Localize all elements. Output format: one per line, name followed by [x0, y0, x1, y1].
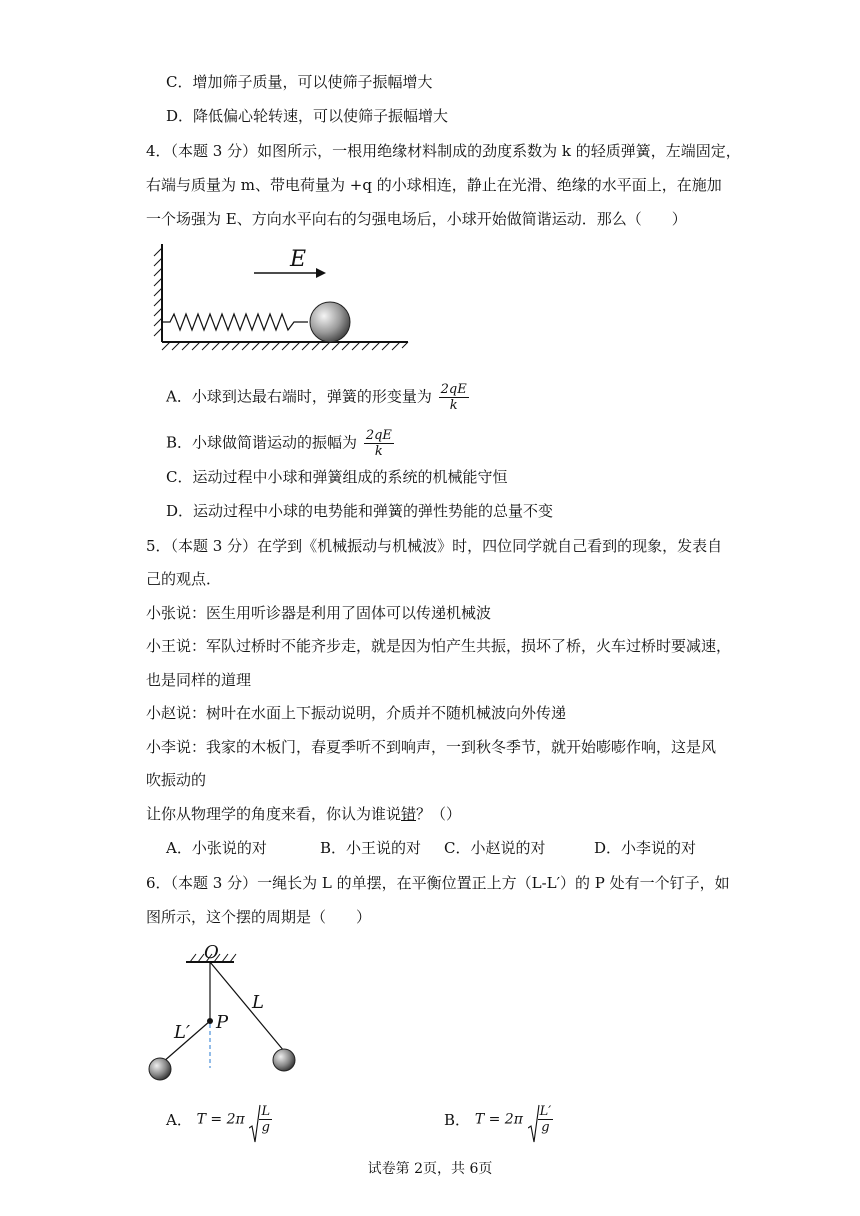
q6-option-b-sqrt: [528, 1104, 554, 1135]
fraction-denominator: k: [374, 444, 383, 459]
q4-option-a-text: A．小球到达最右端时，弹簧的形变量为: [166, 387, 432, 406]
q6-option-a-numerator: L: [261, 1104, 271, 1119]
q6-option-a-lhs: T = 2π: [196, 1111, 245, 1128]
q4-option-a-fraction: [439, 382, 469, 413]
q3-option-c: C．增加筛子质量，可以使筛子振幅增大: [166, 73, 433, 91]
q4-option-a: [166, 382, 469, 413]
q6-option-b-label: B．: [444, 1111, 471, 1129]
q6-option-a-denominator: g: [261, 1120, 270, 1135]
length-label: L: [252, 992, 264, 1013]
fraction-numerator: 2qE: [440, 382, 467, 397]
q6-option-a-label: A．: [166, 1111, 192, 1129]
q5-zhao: 小赵说：树叶在水面上下振动说明，介质并不随机械波向外传递: [146, 704, 567, 722]
q5-stem-line2: 己的观点．: [146, 570, 222, 588]
q4-stem-line3: 一个场强为 E、方向水平向右的匀强电场后，小球开始做简谐运动．那么（ ）: [146, 210, 687, 228]
q5-question-text: 让你从物理学的角度来看，你认为谁说: [146, 805, 402, 823]
q6-stem-line2: 图所示，这个摆的周期是（ ）: [146, 908, 372, 926]
q4-option-b-fraction: [364, 428, 394, 459]
q4-stem-line2: 右端与质量为 m、带电荷量为 +q 的小球相连，静止在光滑、绝缘的水平面上，在施加: [146, 176, 722, 194]
q5-option-d: D．小李说的对: [594, 839, 697, 857]
q6-option-b-denominator: g: [541, 1120, 550, 1135]
page-footer: 试卷第 2页，共 6页: [367, 1161, 493, 1177]
q4-stem-line1: 4．（本题 3 分）如图所示，一根用绝缘材料制成的劲度系数为 k 的轻质弹簧，左端固定，: [146, 142, 741, 160]
q5-question-emphasis: 错: [401, 805, 417, 823]
q4-option-b-text: B．小球做简谐运动的振幅为: [166, 433, 358, 452]
q5-zhang: 小张说：医生用听诊器是利用了固体可以传递机械波: [146, 604, 492, 622]
nail-label: P: [216, 1012, 229, 1033]
q6-option-b-numerator: L′: [539, 1104, 552, 1119]
q6-stem-line1: 6．（本题 3 分）一绳长为 L 的单摆，在平衡位置正上方（L-L′）的 P 处有一个钉子，如: [146, 874, 730, 892]
q6-option-b: [444, 1104, 553, 1135]
q5-option-b: B．小王说的对: [320, 839, 422, 857]
q5-wang-line1: 小王说：军队过桥时不能齐步走，就是因为怕产生共振，损坏了桥，火车过桥时要减速，: [146, 637, 732, 655]
q4-option-d: D．运动过程中小球的电势能和弹簧的弹性势能的总量不变: [166, 502, 554, 520]
q6-option-b-lhs: T = 2π: [474, 1111, 523, 1128]
q6-pendulum-figure: [140, 938, 310, 1088]
q4-option-c: C．运动过程中小球和弹簧组成的系统的机械能守恒: [166, 468, 508, 486]
q5-stem-line1: 5．（本题 3 分）在学到《机械振动与机械波》时，四位同学就自己看到的现象，发表自: [146, 537, 723, 555]
q5-wang-line2: 也是同样的道理: [146, 671, 252, 689]
q4-option-b: [166, 428, 394, 459]
q6-option-a: [166, 1104, 272, 1135]
short-length-label: L′: [174, 1022, 191, 1043]
q5-question-bracket: ？（）: [416, 805, 462, 823]
q3-option-d: D．降低偏心轮转速，可以使筛子振幅增大: [166, 107, 449, 125]
fraction-numerator: 2qE: [365, 428, 392, 443]
field-label: E: [290, 247, 307, 272]
q5-option-c: C．小赵说的对: [444, 839, 546, 857]
fraction-denominator: k: [449, 398, 458, 413]
q5-question: [146, 804, 461, 824]
q6-option-a-sqrt: [249, 1104, 272, 1135]
pivot-label: O: [204, 942, 219, 963]
q4-spring-figure: [150, 238, 412, 354]
q5-option-a: A．小张说的对: [166, 839, 267, 857]
q5-li-line2: 吹振动的: [146, 771, 207, 789]
q5-li-line1: 小李说：我家的木板门，春夏季听不到响声，一到秋冬季节，就开始嘭嘭作响，这是风: [146, 738, 717, 756]
